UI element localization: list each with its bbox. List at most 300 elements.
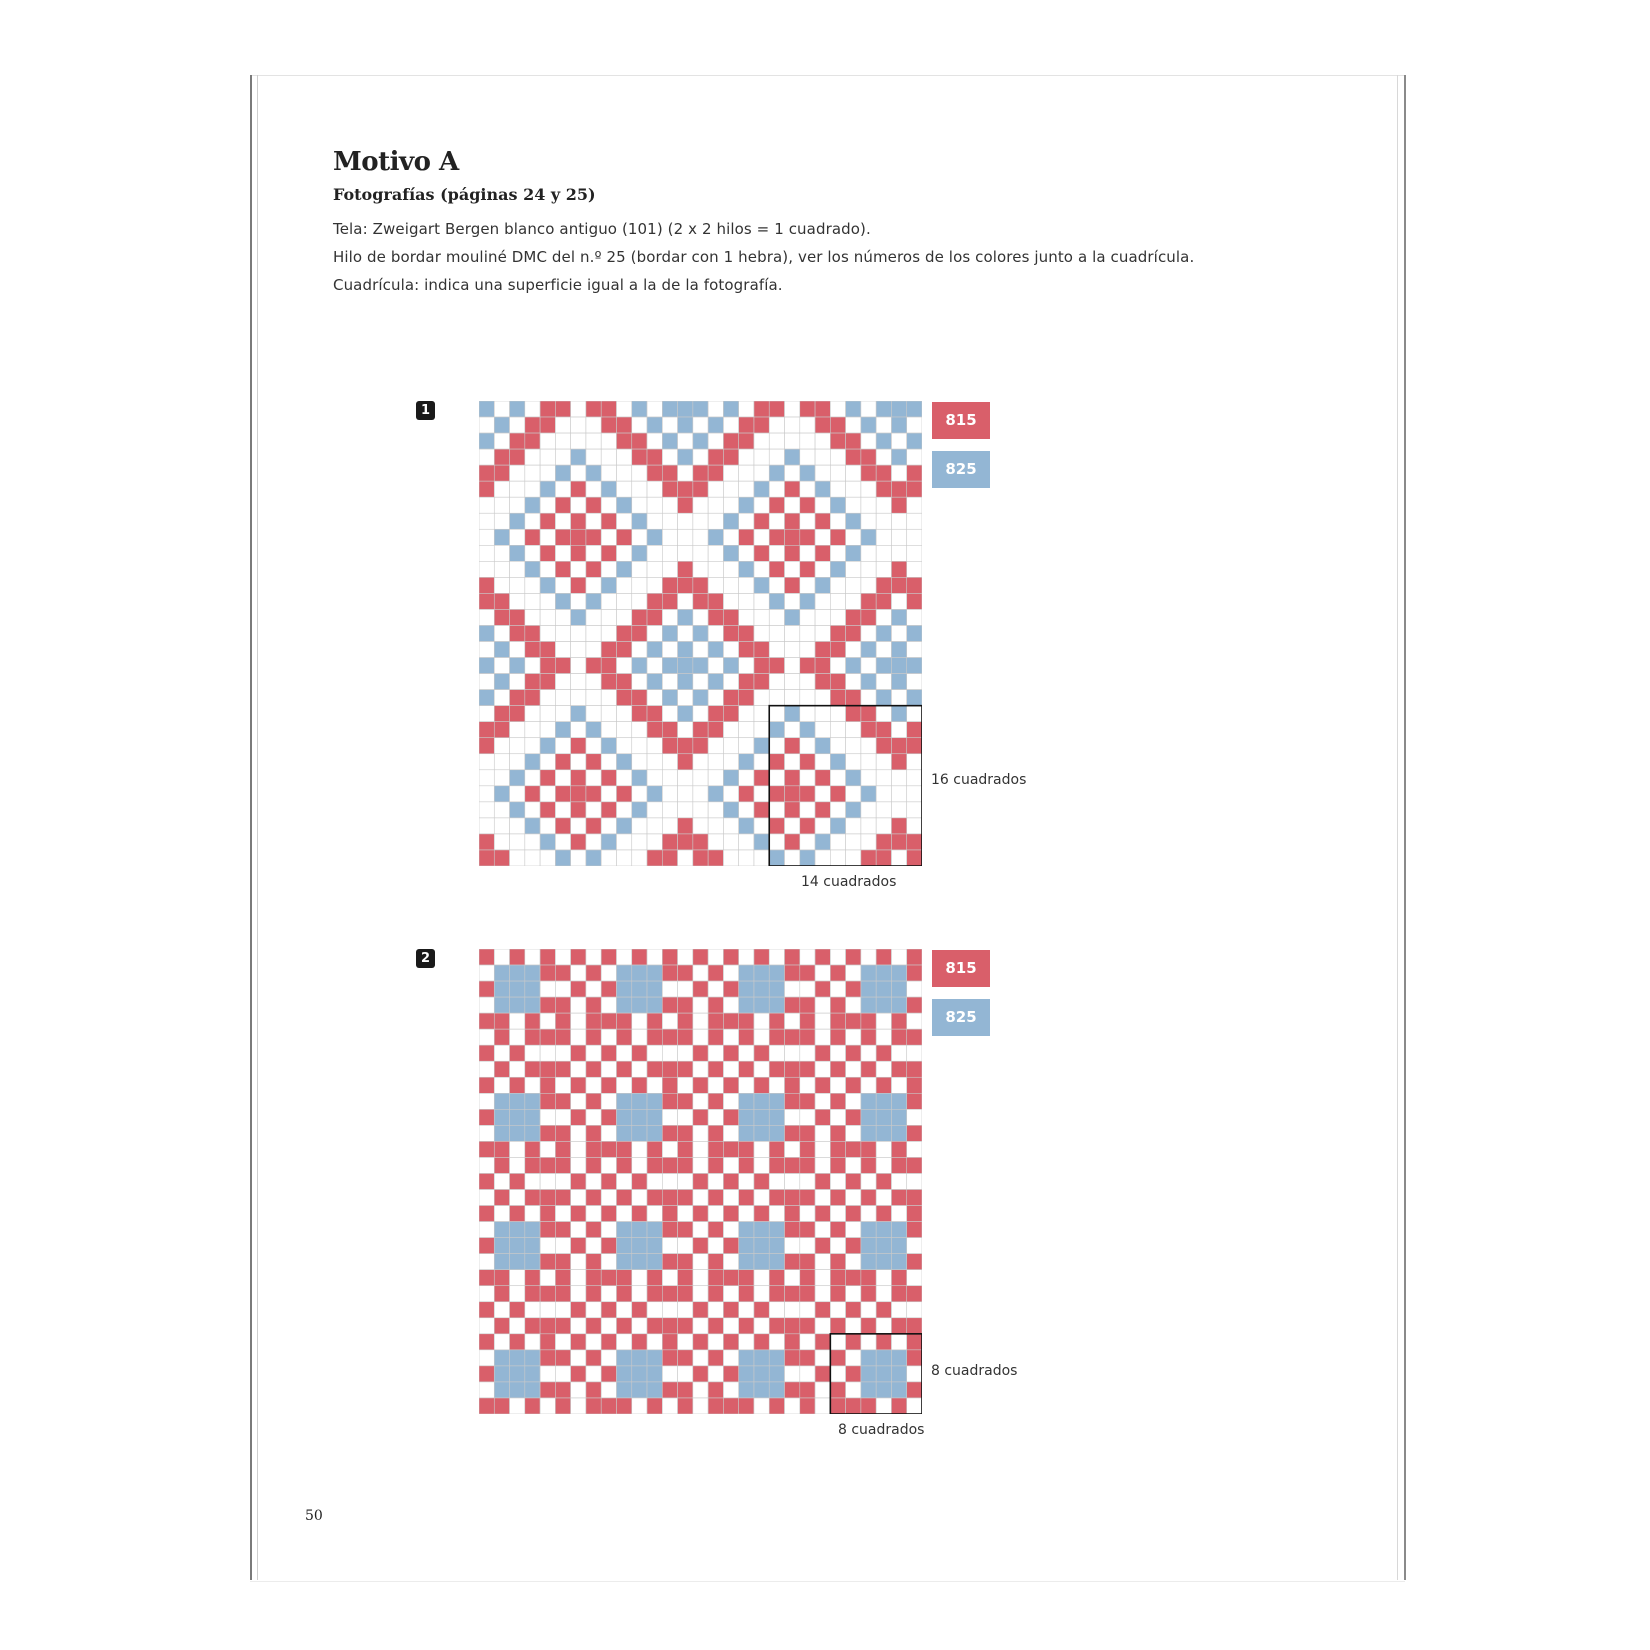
stitch-cell	[785, 1302, 800, 1318]
stitch-cell	[540, 965, 555, 981]
stitch-cell	[708, 433, 723, 449]
stitch-cell	[632, 1013, 647, 1029]
stitch-cell	[785, 1029, 800, 1045]
stitch-cell	[494, 433, 509, 449]
stitch-cell	[723, 949, 738, 965]
stitch-cell	[662, 1382, 677, 1398]
stitch-cell	[846, 1157, 861, 1173]
stitch-cell	[723, 401, 738, 417]
stitch-cell	[723, 1398, 738, 1414]
stitch-cell	[571, 625, 586, 641]
stitch-cell	[769, 545, 784, 561]
stitch-cell	[693, 818, 708, 834]
stitch-cell	[632, 1029, 647, 1045]
chart-2-swatch-815: 815	[932, 950, 990, 987]
stitch-cell	[800, 834, 815, 850]
stitch-cell	[601, 1093, 616, 1109]
stitch-cell	[662, 593, 677, 609]
stitch-cell	[510, 1093, 525, 1109]
stitch-cell	[861, 577, 876, 593]
stitch-cell	[662, 625, 677, 641]
stitch-cell	[785, 1173, 800, 1189]
stitch-cell	[891, 465, 906, 481]
stitch-cell	[708, 722, 723, 738]
stitch-cell	[708, 1318, 723, 1334]
stitch-cell	[876, 802, 891, 818]
stitch-cell	[815, 545, 830, 561]
stitch-cell	[616, 1045, 631, 1061]
stitch-cell	[907, 465, 922, 481]
stitch-cell	[510, 561, 525, 577]
stitch-cell	[754, 802, 769, 818]
stitch-cell	[769, 625, 784, 641]
stitch-cell	[647, 754, 662, 770]
stitch-cell	[754, 1173, 769, 1189]
stitch-cell	[632, 1061, 647, 1077]
stitch-cell	[632, 577, 647, 593]
stitch-cell	[815, 465, 830, 481]
stitch-cell	[800, 997, 815, 1013]
stitch-cell	[647, 770, 662, 786]
stitch-cell	[754, 1206, 769, 1222]
stitch-cell	[510, 1190, 525, 1206]
stitch-cell	[540, 1125, 555, 1141]
stitch-cell	[494, 577, 509, 593]
stitch-cell	[555, 738, 570, 754]
stitch-cell	[693, 786, 708, 802]
stitch-cell	[754, 577, 769, 593]
stitch-cell	[479, 850, 494, 866]
stitch-cell	[769, 1013, 784, 1029]
stitch-cell	[769, 401, 784, 417]
stitch-cell	[815, 561, 830, 577]
stitch-cell	[769, 1141, 784, 1157]
stitch-cell	[907, 1318, 922, 1334]
stitch-cell	[708, 593, 723, 609]
stitch-cell	[815, 481, 830, 497]
stitch-cell	[739, 1254, 754, 1270]
stitch-cell	[907, 1206, 922, 1222]
stitch-cell	[632, 497, 647, 513]
stitch-cell	[846, 1093, 861, 1109]
stitch-cell	[708, 1270, 723, 1286]
stitch-cell	[571, 1398, 586, 1414]
stitch-cell	[632, 1318, 647, 1334]
stitch-cell	[571, 1334, 586, 1350]
stitch-cell	[846, 642, 861, 658]
stitch-cell	[769, 965, 784, 981]
stitch-cell	[907, 1366, 922, 1382]
stitch-cell	[525, 997, 540, 1013]
stitch-cell	[891, 658, 906, 674]
stitch-cell	[846, 674, 861, 690]
stitch-cell	[739, 706, 754, 722]
stitch-cell	[723, 1238, 738, 1254]
stitch-cell	[739, 802, 754, 818]
stitch-cell	[739, 1093, 754, 1109]
stitch-cell	[800, 417, 815, 433]
stitch-cell	[800, 690, 815, 706]
stitch-cell	[571, 818, 586, 834]
stitch-cell	[769, 1109, 784, 1125]
stitch-cell	[891, 1254, 906, 1270]
stitch-cell	[708, 1254, 723, 1270]
stitch-cell	[525, 690, 540, 706]
stitch-cell	[907, 1222, 922, 1238]
stitch-cell	[678, 1286, 693, 1302]
stitch-cell	[739, 1157, 754, 1173]
stitch-cell	[494, 1270, 509, 1286]
stitch-cell	[830, 1350, 845, 1366]
stitch-cell	[769, 997, 784, 1013]
stitch-cell	[861, 965, 876, 981]
stitch-cell	[693, 1061, 708, 1077]
stitch-cell	[830, 642, 845, 658]
stitch-cell	[586, 1286, 601, 1302]
stitch-cell	[632, 481, 647, 497]
stitch-cell	[647, 642, 662, 658]
stitch-cell	[769, 513, 784, 529]
stitch-cell	[800, 433, 815, 449]
stitch-cell	[800, 1366, 815, 1382]
stitch-cell	[632, 818, 647, 834]
stitch-cell	[739, 738, 754, 754]
stitch-cell	[586, 577, 601, 593]
stitch-cell	[861, 417, 876, 433]
stitch-cell	[739, 577, 754, 593]
stitch-cell	[846, 1190, 861, 1206]
stitch-cell	[555, 465, 570, 481]
stitch-cell	[601, 850, 616, 866]
stitch-cell	[891, 1350, 906, 1366]
stitch-cell	[494, 529, 509, 545]
stitch-cell	[510, 1061, 525, 1077]
stitch-cell	[479, 1045, 494, 1061]
stitch-cell	[861, 545, 876, 561]
stitch-cell	[586, 1029, 601, 1045]
stitch-cell	[555, 1061, 570, 1077]
stitch-cell	[510, 1013, 525, 1029]
stitch-cell	[830, 417, 845, 433]
stitch-cell	[540, 850, 555, 866]
stitch-cell	[586, 513, 601, 529]
stitch-cell	[555, 1013, 570, 1029]
stitch-cell	[540, 433, 555, 449]
stitch-cell	[769, 1190, 784, 1206]
stitch-cell	[876, 1238, 891, 1254]
stitch-cell	[739, 1045, 754, 1061]
stitch-cell	[891, 722, 906, 738]
stitch-cell	[861, 401, 876, 417]
stitch-cell	[693, 754, 708, 770]
stitch-cell	[876, 1013, 891, 1029]
stitch-cell	[769, 850, 784, 866]
stitch-cell	[678, 1222, 693, 1238]
stitch-cell	[723, 1077, 738, 1093]
stitch-cell	[754, 949, 769, 965]
stitch-cell	[708, 1334, 723, 1350]
stitch-cell	[540, 401, 555, 417]
stitch-cell	[708, 1173, 723, 1189]
stitch-cell	[632, 1077, 647, 1093]
stitch-cell	[525, 642, 540, 658]
stitch-cell	[907, 625, 922, 641]
stitch-cell	[769, 834, 784, 850]
stitch-cell	[846, 561, 861, 577]
stitch-cell	[586, 1013, 601, 1029]
stitch-cell	[678, 1254, 693, 1270]
stitch-cell	[662, 1238, 677, 1254]
stitch-cell	[723, 1302, 738, 1318]
stitch-cell	[510, 1157, 525, 1173]
stitch-cell	[708, 1109, 723, 1125]
stitch-cell	[800, 1270, 815, 1286]
stitch-cell	[616, 818, 631, 834]
stitch-cell	[754, 481, 769, 497]
stitch-cell	[708, 1190, 723, 1206]
description-fabric: Tela: Zweigart Bergen blanco antiguo (101) (2 x 2 hilos = 1 cuadrado).	[333, 220, 871, 238]
stitch-cell	[800, 1254, 815, 1270]
stitch-cell	[555, 965, 570, 981]
stitch-cell	[494, 1045, 509, 1061]
stitch-cell	[647, 997, 662, 1013]
stitch-cell	[830, 754, 845, 770]
stitch-cell	[540, 1222, 555, 1238]
stitch-cell	[861, 1013, 876, 1029]
stitch-cell	[876, 770, 891, 786]
stitch-cell	[525, 593, 540, 609]
stitch-cell	[891, 1206, 906, 1222]
stitch-cell	[785, 1061, 800, 1077]
stitch-cell	[555, 625, 570, 641]
stitch-cell	[800, 818, 815, 834]
stitch-cell	[479, 1077, 494, 1093]
stitch-cell	[678, 1350, 693, 1366]
stitch-cell	[693, 722, 708, 738]
stitch-cell	[739, 981, 754, 997]
stitch-cell	[479, 738, 494, 754]
stitch-cell	[876, 1125, 891, 1141]
stitch-cell	[815, 1061, 830, 1077]
stitch-cell	[555, 1125, 570, 1141]
stitch-cell	[601, 433, 616, 449]
stitch-cell	[510, 786, 525, 802]
stitch-cell	[891, 593, 906, 609]
stitch-cell	[525, 949, 540, 965]
stitch-cell	[861, 593, 876, 609]
stitch-cell	[800, 529, 815, 545]
stitch-cell	[739, 481, 754, 497]
stitch-cell	[739, 770, 754, 786]
stitch-cell	[632, 529, 647, 545]
stitch-cell	[510, 513, 525, 529]
stitch-cell	[876, 1206, 891, 1222]
stitch-cell	[861, 433, 876, 449]
stitch-cell	[754, 965, 769, 981]
stitch-cell	[479, 417, 494, 433]
stitch-cell	[861, 1270, 876, 1286]
stitch-cell	[540, 802, 555, 818]
stitch-cell	[632, 433, 647, 449]
stitch-cell	[494, 1350, 509, 1366]
stitch-cell	[510, 965, 525, 981]
stitch-cell	[907, 850, 922, 866]
stitch-cell	[632, 1045, 647, 1061]
stitch-cell	[800, 1302, 815, 1318]
stitch-cell	[494, 802, 509, 818]
stitch-cell	[525, 1350, 540, 1366]
stitch-cell	[494, 834, 509, 850]
stitch-cell	[815, 1286, 830, 1302]
stitch-cell	[510, 706, 525, 722]
stitch-cell	[678, 1173, 693, 1189]
stitch-cell	[586, 1206, 601, 1222]
stitch-cell	[708, 706, 723, 722]
stitch-cell	[571, 449, 586, 465]
stitch-cell	[662, 1398, 677, 1414]
stitch-cell	[479, 690, 494, 706]
stitch-cell	[891, 529, 906, 545]
stitch-cell	[785, 674, 800, 690]
stitch-cell	[800, 1125, 815, 1141]
stitch-cell	[723, 1109, 738, 1125]
stitch-cell	[739, 965, 754, 981]
stitch-cell	[616, 577, 631, 593]
stitch-cell	[830, 1270, 845, 1286]
stitch-cell	[555, 690, 570, 706]
stitch-cell	[555, 513, 570, 529]
stitch-cell	[800, 1318, 815, 1334]
stitch-cell	[891, 802, 906, 818]
stitch-cell	[510, 802, 525, 818]
stitch-cell	[616, 1398, 631, 1414]
stitch-cell	[601, 545, 616, 561]
stitch-cell	[647, 1109, 662, 1125]
stitch-cell	[494, 1013, 509, 1029]
stitch-cell	[891, 706, 906, 722]
stitch-cell	[601, 513, 616, 529]
stitch-cell	[769, 465, 784, 481]
stitch-cell	[632, 593, 647, 609]
stitch-cell	[769, 1222, 784, 1238]
stitch-cell	[555, 770, 570, 786]
stitch-cell	[601, 1061, 616, 1077]
stitch-cell	[678, 417, 693, 433]
stitch-cell	[907, 770, 922, 786]
stitch-cell	[830, 1206, 845, 1222]
stitch-cell	[601, 949, 616, 965]
stitch-cell	[876, 1382, 891, 1398]
stitch-cell	[479, 1141, 494, 1157]
stitch-cell	[571, 850, 586, 866]
stitch-cell	[861, 561, 876, 577]
chart-2-number-badge: 2	[416, 949, 435, 968]
stitch-cell	[861, 1302, 876, 1318]
stitch-cell	[678, 818, 693, 834]
stitch-cell	[647, 465, 662, 481]
stitch-cell	[678, 1141, 693, 1157]
stitch-cell	[891, 401, 906, 417]
stitch-cell	[708, 1286, 723, 1302]
stitch-cell	[571, 577, 586, 593]
stitch-cell	[678, 433, 693, 449]
stitch-cell	[662, 609, 677, 625]
stitch-cell	[891, 770, 906, 786]
stitch-cell	[494, 1093, 509, 1109]
stitch-cell	[601, 834, 616, 850]
stitch-cell	[616, 529, 631, 545]
stitch-cell	[571, 481, 586, 497]
stitch-cell	[555, 1109, 570, 1125]
stitch-cell	[861, 1318, 876, 1334]
stitch-cell	[662, 1125, 677, 1141]
stitch-cell	[785, 1366, 800, 1382]
stitch-cell	[494, 1029, 509, 1045]
stitch-cell	[800, 1350, 815, 1366]
stitch-cell	[846, 1029, 861, 1045]
stitch-cell	[846, 850, 861, 866]
stitch-cell	[540, 1045, 555, 1061]
stitch-cell	[494, 513, 509, 529]
stitch-cell	[494, 1222, 509, 1238]
stitch-cell	[616, 433, 631, 449]
stitch-cell	[800, 609, 815, 625]
stitch-cell	[586, 1141, 601, 1157]
stitch-cell	[800, 965, 815, 981]
stitch-cell	[876, 545, 891, 561]
stitch-cell	[830, 1141, 845, 1157]
stitch-cell	[616, 1173, 631, 1189]
stitch-cell	[739, 1398, 754, 1414]
stitch-cell	[769, 1350, 784, 1366]
stitch-cell	[815, 1093, 830, 1109]
stitch-cell	[785, 658, 800, 674]
stitch-cell	[754, 770, 769, 786]
stitch-cell	[830, 1029, 845, 1045]
stitch-cell	[525, 1141, 540, 1157]
stitch-cell	[678, 642, 693, 658]
stitch-cell	[785, 1206, 800, 1222]
stitch-cell	[616, 738, 631, 754]
stitch-cell	[662, 949, 677, 965]
stitch-cell	[754, 1238, 769, 1254]
stitch-cell	[800, 1157, 815, 1173]
stitch-cell	[723, 1061, 738, 1077]
stitch-cell	[601, 561, 616, 577]
stitch-cell	[800, 1206, 815, 1222]
stitch-cell	[708, 449, 723, 465]
stitch-cell	[678, 722, 693, 738]
stitch-cell	[662, 1318, 677, 1334]
stitch-cell	[800, 754, 815, 770]
page-title: Motivo A	[333, 147, 459, 177]
stitch-cell	[678, 1302, 693, 1318]
stitch-cell	[907, 1270, 922, 1286]
stitch-cell	[678, 561, 693, 577]
stitch-cell	[555, 1045, 570, 1061]
stitch-cell	[861, 1286, 876, 1302]
description-grid: Cuadrícula: indica una superficie igual a la de la fotografía.	[333, 276, 783, 294]
stitch-cell	[632, 1190, 647, 1206]
stitch-cell	[739, 1334, 754, 1350]
stitch-cell	[647, 401, 662, 417]
stitch-cell	[616, 1302, 631, 1318]
stitch-cell	[769, 1270, 784, 1286]
stitch-cell	[708, 465, 723, 481]
stitch-cell	[601, 722, 616, 738]
stitch-cell	[555, 834, 570, 850]
stitch-cell	[662, 786, 677, 802]
